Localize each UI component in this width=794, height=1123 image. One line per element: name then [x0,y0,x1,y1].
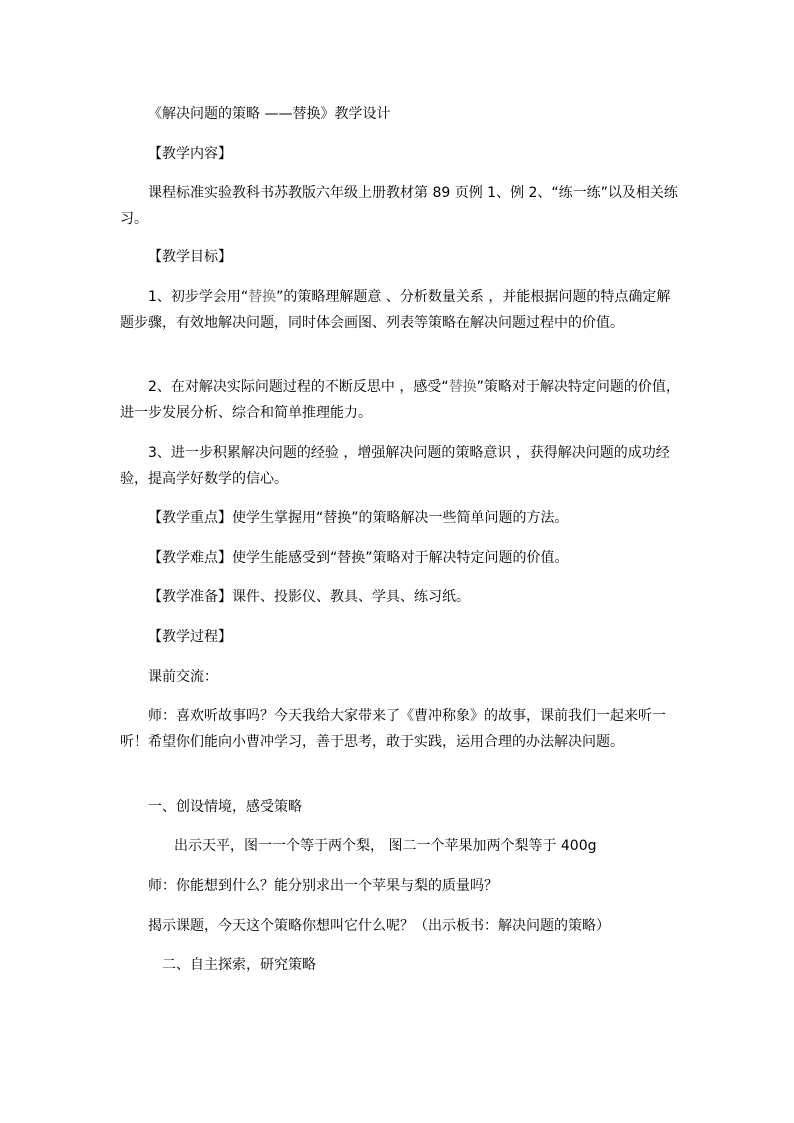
paragraph-show-scale: 出示天平，图一一个等于两个梨， 图二一个苹果加两个梨等于 400g [174,838,597,854]
heading-section-2: 二、自主探索，研究策略 [162,957,316,973]
paragraph-goal-1 [120,284,680,336]
paragraph-pre-class: 课前交流： [148,669,218,685]
document-title: 《解决问题的策略 ——替换》教学设计 [148,106,391,122]
heading-teaching-goals: 【教学目标】 [148,249,232,265]
goal-1-text-b: ”的策略理解题意 、分析数量关系 ，并能根据问题的特点确定解题步骤，有效地解决问题，同时体会画图、列表等策略在解决问题过程中的价值。 [120,289,671,331]
paragraph-reveal-topic: 揭示课题，今天这个策略你想叫它什么呢？（出示板书：解决问题的策略） [148,918,610,934]
paragraph-teacher-question: 师：你能想到什么？能分别求出一个苹果与梨的质量吗？ [148,878,498,894]
heading-teaching-process: 【教学过程】 [148,629,232,645]
goal-2-highlight: 替换 [448,379,477,395]
paragraph-teaching-focus: 【教学重点】使学生掌握用“替换”的策略解决一些简单问题的方法。 [148,510,569,526]
paragraph-goal-3: 3、进一步积累解决问题的经验 ，增强解决问题的策略意识 ，获得解决问题的成功经验，提高学好数学的信心。 [120,445,670,487]
goal-1-text-a: 1、初步学会用“ [148,289,249,305]
goal-2-text-b: ”策略对于解决特定问题的价值，进一步发展分析、综合和简单推理能力。 [120,379,680,421]
paragraph-teacher-intro: 师：喜欢听故事吗？今天我给大家带来了《曹冲称象》的故事，课前我们一起来听一听！希望你们能向小曹冲学习，善于思考，敢于实践，运用合理的办法解决问题。 [120,708,666,750]
paragraph-teaching-content: 课程标准实验教科书苏教版六年级上册教材第 89 页例 1、例 2、“练一练”以及相关练习。 [120,185,678,227]
goal-2-text-a: 2、在对解决实际问题过程的不断反思中 ，感受“ [148,379,449,395]
heading-section-1: 一、创设情境，感受策略 [148,799,302,815]
paragraph-goal-2 [120,374,680,426]
paragraph-teaching-preparation: 【教学准备】课件、投影仪、教具、学具、练习纸。 [148,589,470,605]
paragraph-teaching-difficulty: 【教学难点】使学生能感受到“替换”策略对于解决特定问题的价值。 [148,550,569,566]
heading-teaching-content: 【教学内容】 [148,146,232,162]
goal-1-highlight: 替换 [248,289,277,305]
